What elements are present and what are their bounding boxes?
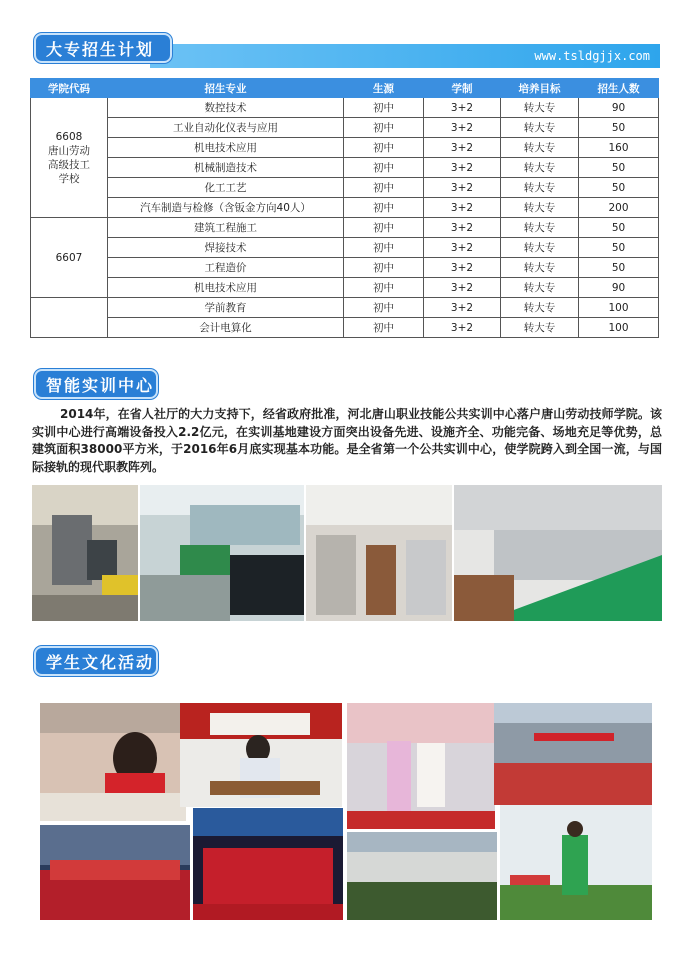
target-cell: 转大专	[501, 278, 579, 298]
source-cell: 初中	[344, 258, 424, 278]
photo-military-training	[347, 832, 497, 920]
quota-cell: 50	[579, 258, 659, 278]
photo-ribbon-dance	[500, 805, 652, 920]
quota-cell: 50	[579, 218, 659, 238]
quota-cell: 100	[579, 318, 659, 338]
target-cell: 转大专	[501, 138, 579, 158]
section-title-enrollment	[34, 33, 172, 63]
duration-cell: 3+2	[424, 158, 501, 178]
website-url: www.tsldgjjx.com	[534, 49, 650, 63]
photo-lab-equipment	[306, 485, 452, 621]
major-cell: 化工工艺	[108, 178, 344, 198]
table-row	[31, 298, 659, 318]
col-header: 生源	[344, 79, 424, 98]
section-title-text: 智能实训中心	[46, 375, 155, 395]
duration-cell: 3+2	[424, 318, 501, 338]
duration-cell: 3+2	[424, 238, 501, 258]
major-cell: 汽车制造与检修（含钣金方向40人）	[108, 198, 344, 218]
photo-guzheng-performance	[180, 703, 342, 807]
target-cell: 转大专	[501, 218, 579, 238]
duration-cell: 3+2	[424, 198, 501, 218]
section-title-training	[34, 369, 158, 399]
target-cell: 转大专	[501, 98, 579, 118]
quota-cell: 50	[579, 178, 659, 198]
target-cell: 转大专	[501, 318, 579, 338]
target-cell: 转大专	[501, 118, 579, 138]
major-cell: 会计电算化	[108, 318, 344, 338]
photo-welding-robot	[32, 485, 138, 621]
table-row	[31, 158, 659, 178]
photo-martial-arts	[347, 703, 495, 829]
duration-cell: 3+2	[424, 178, 501, 198]
duration-cell: 3+2	[424, 298, 501, 318]
source-cell: 初中	[344, 118, 424, 138]
table-row	[31, 258, 659, 278]
photo-dance-group	[40, 825, 190, 920]
table-row	[31, 178, 659, 198]
col-header: 学制	[424, 79, 501, 98]
duration-cell: 3+2	[424, 118, 501, 138]
school-code-cell: 6607	[31, 218, 108, 298]
school-code-cell: 6608 唐山劳动 高级技工 学校	[31, 98, 108, 218]
quota-cell: 200	[579, 198, 659, 218]
target-cell: 转大专	[501, 298, 579, 318]
source-cell: 初中	[344, 98, 424, 118]
photo-campus-parade	[494, 703, 652, 805]
website-bar	[150, 44, 660, 68]
quota-cell: 100	[579, 298, 659, 318]
source-cell: 初中	[344, 298, 424, 318]
target-cell: 转大专	[501, 238, 579, 258]
table-row	[31, 318, 659, 338]
duration-cell: 3+2	[424, 138, 501, 158]
table-row	[31, 218, 659, 238]
photo-calligraphy	[40, 703, 186, 821]
quota-cell: 50	[579, 158, 659, 178]
table-row	[31, 118, 659, 138]
table-row	[31, 238, 659, 258]
quota-cell: 50	[579, 238, 659, 258]
col-header: 招生专业	[108, 79, 344, 98]
major-cell: 机电技术应用	[108, 138, 344, 158]
paragraph-text: 2014年，在省人社厅的大力支持下，经省政府批准，河北唐山职业技能公共实训中心落户唐山劳动技师学院。该实训中心进行高端设备投入2.2亿元，在实训基地建设方面突出设备先进、设施齐全、功能完备、场地充足等优势，总建筑面积38000平方米，于2016年6月底实现基本功能。是全省第一个公共实训中心，使学院跨入到全国一流，与国际接轨的现代职教阵列。	[32, 407, 662, 474]
source-cell: 初中	[344, 218, 424, 238]
major-cell: 学前教育	[108, 298, 344, 318]
major-cell: 焊接技术	[108, 238, 344, 258]
quota-cell: 90	[579, 98, 659, 118]
source-cell: 初中	[344, 198, 424, 218]
duration-cell: 3+2	[424, 258, 501, 278]
major-cell: 工程造价	[108, 258, 344, 278]
table-header-row	[31, 79, 659, 98]
source-cell: 初中	[344, 178, 424, 198]
photo-uyghur-dance	[193, 808, 343, 920]
col-header: 培养目标	[501, 79, 579, 98]
table-row	[31, 198, 659, 218]
section-title-text: 大专招生计划	[46, 39, 155, 59]
col-header: 招生人数	[579, 79, 659, 98]
col-header: 学院代码	[31, 79, 108, 98]
photo-automotive-workshop	[140, 485, 304, 621]
duration-cell: 3+2	[424, 218, 501, 238]
training-center-paragraph	[32, 406, 662, 476]
major-cell: 机械制造技术	[108, 158, 344, 178]
section-title-activities	[34, 646, 158, 676]
section-title-text: 学生文化活动	[46, 652, 155, 672]
duration-cell: 3+2	[424, 98, 501, 118]
school-code-cell	[31, 298, 108, 338]
quota-cell: 160	[579, 138, 659, 158]
major-cell: 工业自动化仪表与应用	[108, 118, 344, 138]
quota-cell: 90	[579, 278, 659, 298]
duration-cell: 3+2	[424, 278, 501, 298]
photo-machine-tools	[454, 485, 662, 621]
enrollment-table	[30, 78, 659, 338]
target-cell: 转大专	[501, 258, 579, 278]
target-cell: 转大专	[501, 158, 579, 178]
source-cell: 初中	[344, 278, 424, 298]
quota-cell: 50	[579, 118, 659, 138]
table-row	[31, 278, 659, 298]
target-cell: 转大专	[501, 198, 579, 218]
source-cell: 初中	[344, 238, 424, 258]
source-cell: 初中	[344, 158, 424, 178]
major-cell: 数控技术	[108, 98, 344, 118]
major-cell: 建筑工程施工	[108, 218, 344, 238]
target-cell: 转大专	[501, 178, 579, 198]
table-row	[31, 98, 659, 118]
table-row	[31, 138, 659, 158]
major-cell: 机电技术应用	[108, 278, 344, 298]
source-cell: 初中	[344, 318, 424, 338]
source-cell: 初中	[344, 138, 424, 158]
